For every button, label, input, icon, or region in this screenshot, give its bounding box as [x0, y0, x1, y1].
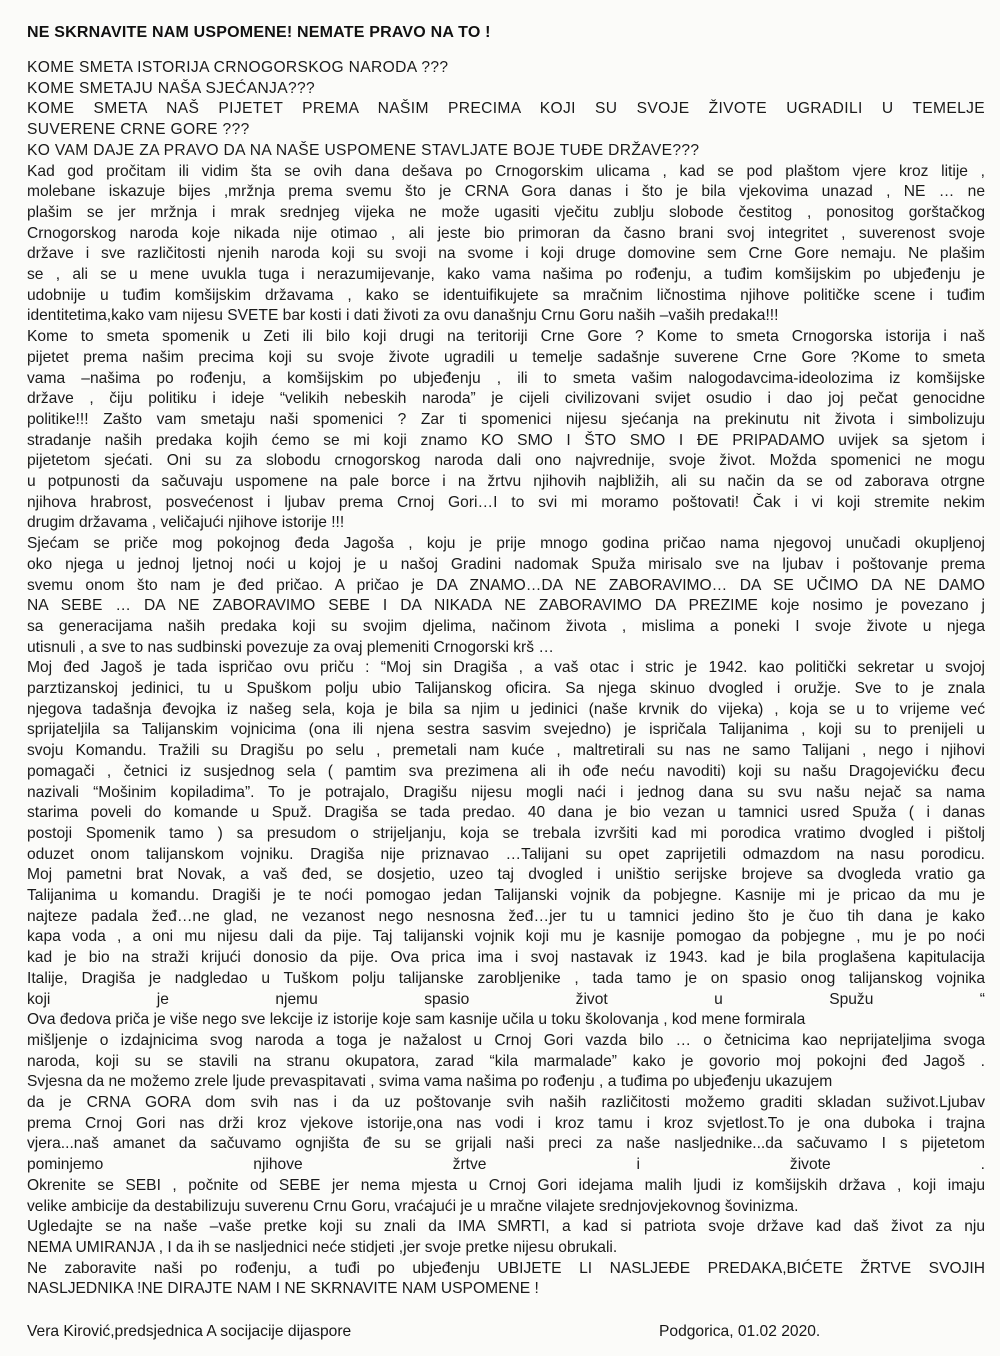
text-line: države , čiju politiku i ideje “velikih nebeskih naroda” je cijeli civilizovani svijet osudio i dao joj pečat genocidne	[27, 390, 985, 408]
text-line: oko njega u jednoj ljetnoj noći u kojoj je u našoj Gradini nadomak Spuža mirisalo sve na ljubav i poštovanje prema	[27, 555, 985, 573]
text-line: vama –našima po rođenju, a komšijskim po ubjeđenju , ili to smeta vašim nalogodavcima-ideolozima iz komšijske	[27, 369, 985, 387]
text-line: Italije, Dragiša je nadgledao u Tuškom polju talijanske zarobljenike , tada tamo je on spasio onog talijanskog vojnika	[27, 969, 985, 987]
text-line: politike!!! Zašto vam smetaju naši spomenici ? Zar ti spomenici nijesu sjećanja na prekinutu nit života i simbolizuju	[27, 410, 985, 428]
text-line: NA SEBE … DA NE ZABORAVIMO SEBE I DA NIKADA NE ZABORAVIMO DA PREZIME koje nosimo je povezano j	[27, 597, 985, 615]
text-line: Ne zaboravite naši po rođenju, a tuđi po ubjeđenju UBIJETE LI NASLJEĐE PREDAKA,BIĆETE ŽRTVE SVOJIH	[27, 1259, 985, 1277]
place-date: Podgorica, 01.02 2020.	[659, 1323, 821, 1340]
text-line: identitetima,kako vam nijesu SVETE bar kosti i dati životi za ovu današnju Crnu Goru naših –vaših predaka!!!	[27, 307, 779, 325]
text-line: Kome to smeta spomenik u Zeti ili bilo koji drugi na teritoriji Crne Gore ? Kome to smeta Crnogorska istorija i naš	[27, 328, 985, 346]
text-line: Ugledajte se na naše –vaše pretke koji su znali da IMA SMRTI, a kad si patriota svoje države kad daš život za nju	[27, 1218, 985, 1236]
text-line: svoju Komandu. Tražili su Dragišu po selu , premetali nam kuće , maltretirali su nas ne samo Talijani , nego i njihovi	[27, 742, 985, 760]
text-line: nazivali “Mošinim kopiladima”. To je potrajalo, Dragišu nijesu mogli naći i jednog dana su svu našu nejač sa nama	[27, 783, 985, 801]
text-line: Talijanima u komandu. Dragiši je te noći pomogao jedan Talijanski vojnik da pobjegne. Kasnije mi je pricao da mu je	[27, 887, 985, 904]
text-line: oduzet onom talijanskom vojniku. Dragiša nije priznavao …Talijani su opet zaprijetili odmazdom na nasu porodicu.	[27, 845, 985, 863]
text-line: se , ali se u mene uvukla tuga i nerazumijevanje, kako vama našima po rođenju, a tuđim komšijskim po ubjeđenju je	[27, 266, 985, 283]
text-line: SUVERENE CRNE GORE ???	[27, 121, 250, 139]
text-line: parztizanskoj jedinici, tu u Spuškom polju ubio Talijanskog oficira. Sa njega skinuo dvogled i oružje. Sve to je znala	[27, 680, 985, 697]
text-line: kapa voda , a oni mu nijesu dali da pije. Taj talijanski vojnik koji mu je kasnije pomogao da pobjegne , mu je po noći	[27, 928, 985, 946]
text-line: pijetet prema našim precima koji su svoje živote ugradili u temelje sadašnje suverene Crne Gore ?Kome to smeta	[27, 348, 985, 366]
text-line: Crnogorskog naroda koje nikada nije otimao , ali jeste bio primoran da časno brani svoj integritet , suverenost svoje	[27, 224, 985, 242]
text-line: sa generacijama naših predaka koji su svojim djelima, načinom života , mislima a poneki I svoje živote u njega	[27, 617, 985, 635]
text-line: svemu onom što nam je đed pričao. A pričao je DA ZNAMO…DA NE ZABORAVIMO… DA SE UČIMO DA NE DAMO	[27, 576, 985, 594]
text-line: pominjemo njihove žrtve i živote .	[27, 1156, 985, 1174]
text-line: Moj pametni brat Novak, a vaš đed, se dosjetio, uzeo taj dvogled i uništio serijske brojeve sa dvogleda vratio ga	[27, 866, 985, 884]
text-line: utisnuli , a sve to nas sudbinski povezuje za ovaj plemeniti Crnogorski krš …	[27, 638, 554, 656]
text-line: udobnije u tuđim komšijskim državama , kako se identuifikujete sa mračnim ličnostima njihove političke scene i tuđim	[27, 286, 985, 304]
signature: Vera Kirović,predsjednica A socijacije dijaspore	[27, 1323, 352, 1340]
text-line: Svjesna da ne možemo zrele ljude prevaspitavati , svima vama našima po rođenju , a tuđima po ubjeđenju ukazujem	[27, 1073, 833, 1091]
text-line: velike ambicije da destabilizuju suverenu Crnu Goru, vraćajući je u mračne vilajete srednjovjekovnog šovinizma.	[27, 1197, 799, 1215]
text-line: vjera...naš amanet da sačuvamo ognjišta đe su se grijali naši preci za naše nasljednike...da sačuvamo I s pijetetom	[27, 1135, 985, 1153]
text-line: KOME SMETA NAŠ PIJETET PREMA NAŠIM PRECIMA KOJI SU SVOJE ŽIVOTE UGRADILI U TEMELJE	[27, 100, 985, 118]
text-line: molebane iskazuje bijes ,mržnja prema svemu što je CRNA Gora danas i što je bila vjekovima unazad , NE … ne	[27, 183, 985, 201]
text-line: kad je bio na straži krijući donosio da pije. Ova prica ima i svoj nastavak iz 1943. kad je bila proglašena kapitulacija	[27, 949, 985, 967]
text-line: plašim se jer mržnja i mrak srednjeg vijeka ne može ugasiti vječitu zublju slobode čestitog , ponositog gorštačkog	[27, 203, 985, 221]
text-line: Moj đed Jagoš je tada ispričao ovu priču : “Moj sin Dragiša , a vaš otac i stric je 1942. kao politički sekretar u svojoj	[27, 659, 985, 677]
text-line: sprijateljila sa Talijanskim vojnicima (ona ili njena sestra sasvim svejedno) je ispričala Talijanima , koji su to prenijeli u	[27, 721, 985, 739]
text-line: starima poveli do komande u Spuž. Dragiša se tada predao. 40 dana je bio vezan u tamnici usred Spuža ( i danas	[27, 804, 985, 822]
text-line: NEMA UMIRANJA , I da ih se nasljednici neće stidjeti ,jer svoje pretke nijesu obrukali.	[27, 1238, 618, 1256]
text-line: NASLJEDNIKA !NE DIRAJTE NAM I NE SKRNAVITE NAM USPOMENE !	[27, 1280, 539, 1298]
text-line: prema Crnoj Gori nas drži kroz vjekove istorije,ona nas vodi i kroz tamu i kroz svjetlost.To je ona duboka i trajna	[27, 1114, 985, 1132]
document-title: NE SKRNAVITE NAM USPOMENE! NEMATE PRAVO NA TO !	[27, 24, 491, 41]
text-line: da je CRNA GORA dom svih nas i da uz poštovanje svih naših različitosti možemo graditi skladan suživot.Ljubav	[27, 1094, 985, 1111]
text-line: najteze padala žeđ…ne glad, ne vezanost nego nesnosna žeđ…jer tu u tamnici jedino što je čuo tih dana je kako	[27, 907, 985, 925]
text-line: Sjećam se priče mog pokojnog đeda Jagoša , koju je prije mnogo godina pričao nama njegovoj unučadi okupljenoj	[27, 535, 985, 553]
text-line: KOME SMETA ISTORIJA CRNOGORSKOG NARODA ???	[27, 59, 449, 76]
text-line: države i sve različitosti njenih naroda koji su svoji na svome i koji druge domovine sem Crne Gore nemaju. Ne plašim	[27, 245, 985, 263]
text-line: njihova hrabrost, posvećenost i ljubav prema Crnoj Gori…I to svi mi moramo poštovati! Čak i vi koji stremite nekim	[27, 493, 985, 511]
text-line: pomagači , četnici iz susjednog sela ( pamtim sva prezimena ali ih ođe neću navoditi) koji su našu Dragojevićku đecu	[27, 762, 985, 780]
text-line: koji je njemu spasio život u Spužu “	[27, 990, 985, 1008]
text-line: stradanje naših predaka kojih ćemo se mi koji znamo KO SMO I ŠTO SMO I ĐE PRIPADAMO uvijek sa sjetom i	[27, 431, 985, 449]
text-line: postoji Spomenik tamo ) sa presudom o strijeljanju, koja se trebala izvršiti kad mi porodica vratimo dvogled i pištolj	[27, 824, 985, 842]
text-line: Ova đedova priča je više nego sve lekcije iz istorije koje sam kasnije učila u toku školovanja , kod mene formirala	[27, 1011, 806, 1029]
text-line: pijetetom sjećati. Oni su za slobodu crnogorskog naroda dali ono najvrednije, svoje život. Možda spomenici ne mogu	[27, 452, 985, 470]
text-line: Kad god pročitam ili vidim šta se ovih dana dešava po Crnogorskim ulicama , kad se pod plaštom vjere kroz litije ,	[27, 162, 985, 180]
text-line: mišljenje o izdajnicima svog naroda a toga je nažalost u Crnoj Gori vazda bilo … o četnicima kao neprijateljima svoga	[27, 1031, 985, 1049]
text-line: KOME SMETAJU NAŠA SJEĆANJA???	[27, 79, 316, 97]
text-line: drugim državama , veličajući njihove istorije !!!	[27, 514, 345, 532]
text-line: njegova tadašnja đevojka iz našeg sela, koja je bila sa njim u jedinici (naše krvnik do vijeka) , koja se u to vrijeme već	[27, 700, 985, 718]
text-line: u potpunosti da sačuvaju uspomene na pale borce i na žrtvu njihovih najbližih, ali su način da se od zaborava otrgne	[27, 473, 985, 490]
text-line: KO VAM DAJE ZA PRAVO DA NA NAŠE USPOMENE STAVLJATE BOJE TUĐE DRŽAVE???	[27, 141, 700, 159]
text-line: Okrenite se SEBI , počnite od SEBE jer nema mjesta u Crnoj Gori idejama malih ljudi iz komšijskih država , koji imaju	[27, 1176, 985, 1194]
text-line: naroda, koji su se stavili na stranu okupatora, zarad “kila marmalade” kako je govorio moj pokojni đed Jagoš .	[27, 1052, 985, 1070]
